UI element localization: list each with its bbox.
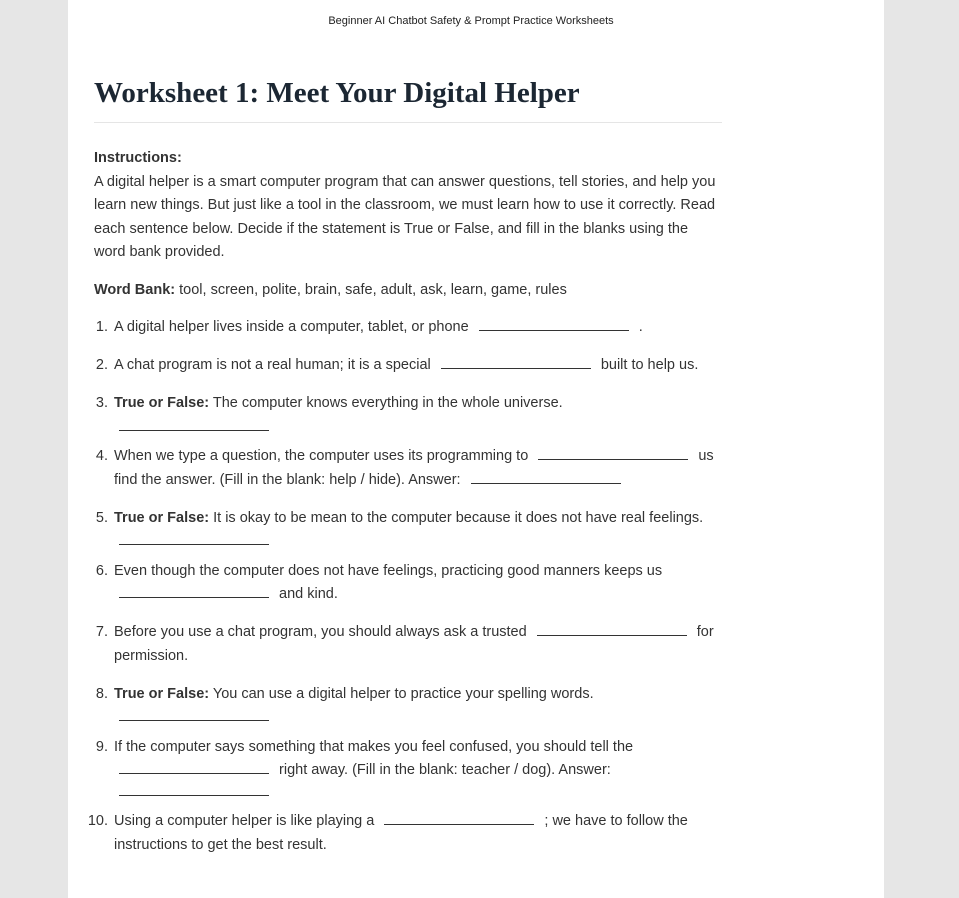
- question-list: [87, 316, 722, 857]
- worksheet-content: [87, 75, 722, 872]
- instructions-label: Instructions:: [94, 150, 182, 166]
- question-number: 1.: [95, 319, 108, 335]
- question-text: Before you use a chat program, you should always ask a trusted: [114, 624, 527, 640]
- answer-blank[interactable]: [537, 621, 687, 636]
- question-number: 10.: [87, 813, 108, 829]
- answer-blank[interactable]: [119, 783, 269, 796]
- question-number: 3.: [95, 395, 108, 411]
- question-number: 4.: [95, 448, 108, 464]
- instructions-text: A digital helper is a smart computer program that can answer questions, tell stories, and help you learn new things. But just like a tool in the classroom, we must learn how to use it correctly. Read each sentence below. Decide if the statement is True or False, and fill in the blanks using the word bank provided.: [94, 173, 716, 260]
- question-10: [87, 810, 722, 857]
- question-text: for: [696, 624, 714, 640]
- question-4: [94, 445, 722, 492]
- answer-blank[interactable]: [119, 759, 269, 774]
- true-false-label: True or False:: [114, 685, 210, 702]
- question-text: .: [638, 319, 643, 335]
- answer-blank[interactable]: [538, 445, 688, 460]
- question-text: find the answer. (Fill in the blank: help / hide). Answer:: [114, 471, 461, 488]
- question-7: [94, 621, 722, 668]
- question-number: 6.: [95, 562, 108, 579]
- question-text: When we type a question, the computer uses its programming to: [114, 448, 529, 464]
- question-text: The computer knows everything in the whole universe.: [212, 395, 563, 411]
- word-bank-label: Word Bank:: [94, 281, 176, 298]
- answer-blank[interactable]: [119, 532, 269, 545]
- question-text: If the computer says something that makes you feel confused, you should tell the: [114, 738, 634, 755]
- question-text: us: [698, 448, 714, 464]
- answer-blank[interactable]: [119, 708, 269, 721]
- answer-blank[interactable]: [441, 354, 591, 369]
- answer-blank[interactable]: [471, 469, 621, 484]
- question-text: built to help us.: [600, 357, 699, 373]
- question-number: 2.: [95, 357, 108, 373]
- answer-blank[interactable]: [119, 418, 269, 431]
- question-text: It is okay to be mean to the computer because it does not have real feelings.: [213, 509, 704, 526]
- question-number: 7.: [95, 624, 108, 640]
- instructions: [94, 147, 722, 265]
- question-text: ; we have to follow the: [544, 813, 688, 829]
- question-9: [94, 736, 722, 796]
- question-text: You can use a digital helper to practice your spelling words.: [212, 685, 594, 702]
- answer-blank[interactable]: [479, 316, 629, 331]
- question-text: permission.: [114, 647, 189, 664]
- question-text: A chat program is not a real human; it is a special: [114, 357, 431, 373]
- question-text: right away. (Fill in the blank: teacher / dog). Answer:: [279, 762, 611, 778]
- question-2: [94, 354, 722, 378]
- answer-blank[interactable]: [384, 810, 534, 825]
- answer-blank[interactable]: [119, 583, 269, 598]
- question-number: 9.: [95, 738, 108, 755]
- word-bank-words: tool, screen, polite, brain, safe, adult, ask, learn, game, rules: [179, 281, 567, 298]
- question-text: A digital helper lives inside a computer, tablet, or phone: [114, 319, 469, 335]
- question-3: [94, 392, 722, 431]
- question-number: 8.: [95, 685, 108, 702]
- running-header: Beginner AI Chatbot Safety & Prompt Practice Worksheets: [328, 15, 614, 27]
- question-8: [94, 683, 722, 722]
- question-1: [94, 316, 722, 340]
- question-5: [94, 507, 722, 546]
- question-text: Using a computer helper is like playing a: [114, 813, 375, 829]
- true-false-label: True or False:: [114, 509, 210, 526]
- question-6: [94, 560, 722, 607]
- question-text: instructions to get the best result.: [114, 836, 327, 853]
- true-false-label: True or False:: [114, 395, 210, 411]
- page-title: Worksheet 1: Meet Your Digital Helper: [94, 75, 722, 123]
- question-text: Even though the computer does not have feelings, practicing good manners keeps us: [114, 562, 663, 579]
- question-text: and kind.: [279, 586, 338, 602]
- word-bank: [94, 279, 722, 303]
- question-number: 5.: [95, 509, 108, 526]
